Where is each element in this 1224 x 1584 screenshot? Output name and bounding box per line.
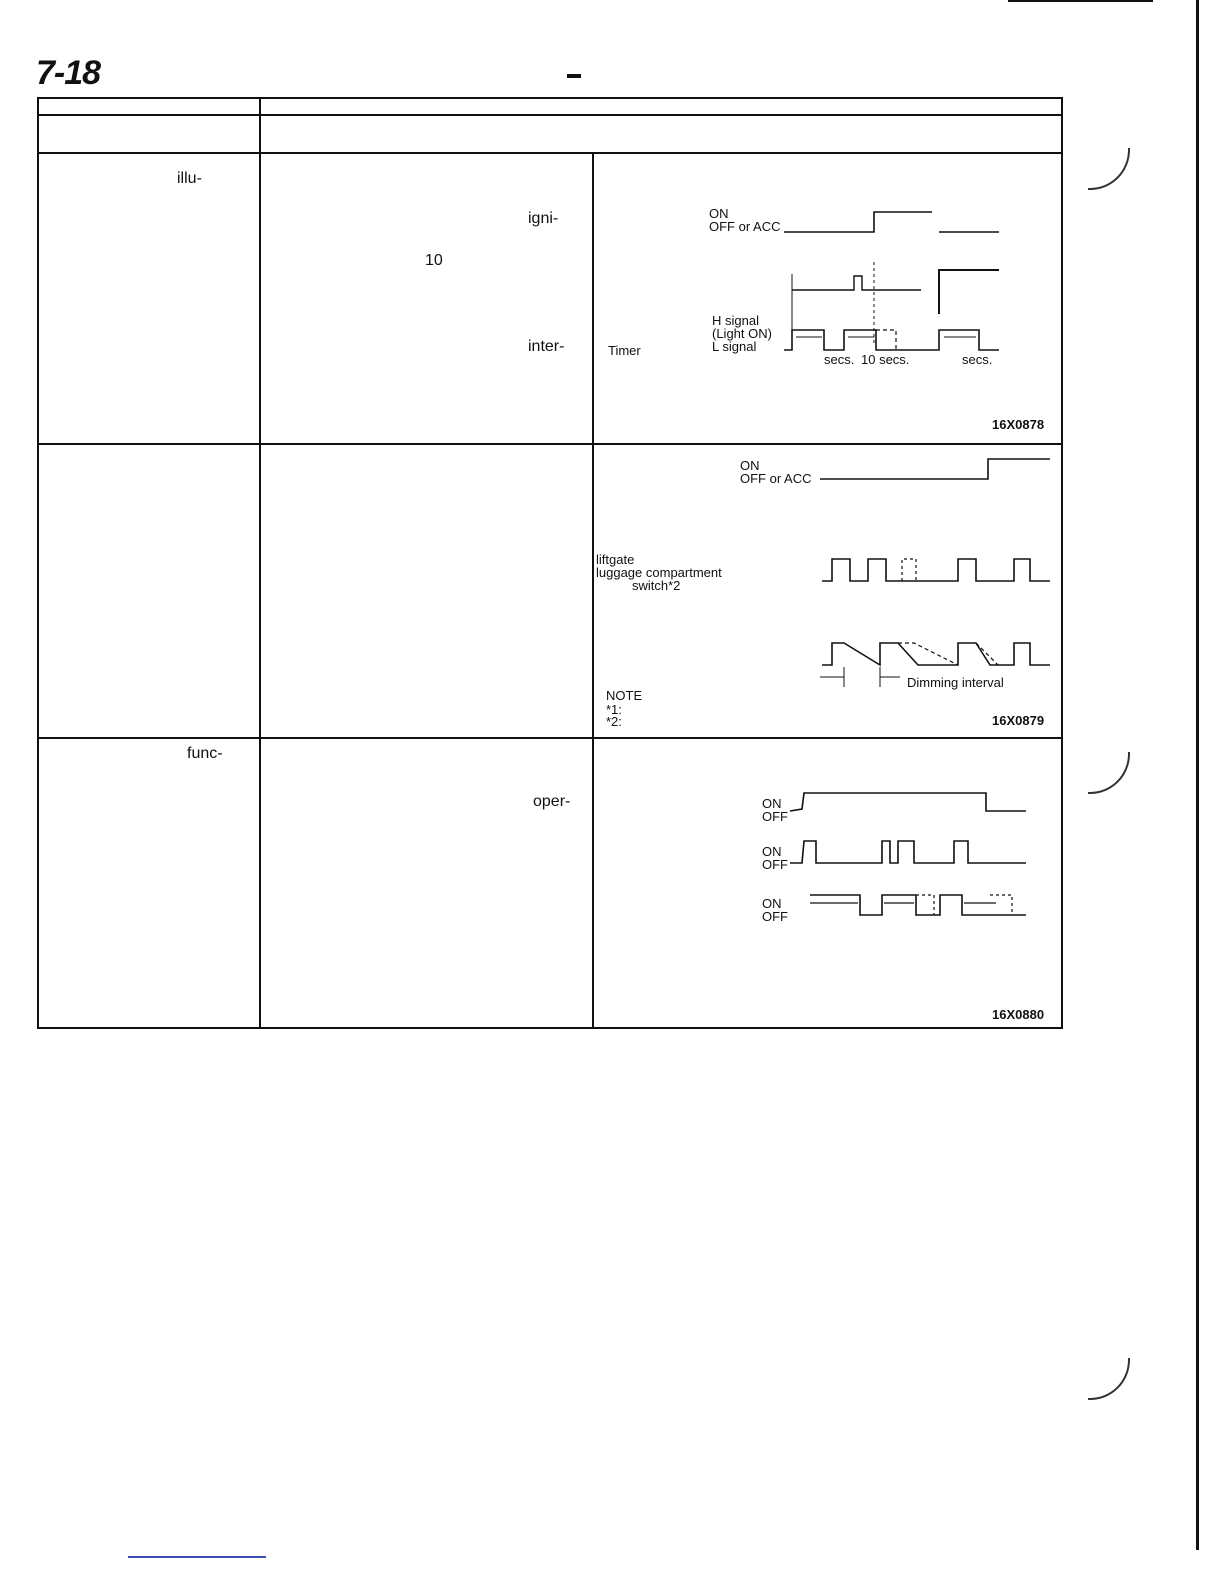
on-label: ON xyxy=(762,844,782,859)
description-cell xyxy=(260,444,593,738)
on-label: ON xyxy=(762,896,782,911)
top-rule xyxy=(1008,0,1153,2)
on-label: ON xyxy=(740,458,760,473)
h-signal-label: H signal xyxy=(712,313,759,328)
secs-label: secs. xyxy=(824,352,855,367)
diagram-cell xyxy=(593,153,1062,444)
bottom-rule xyxy=(128,1556,266,1558)
spec-table xyxy=(37,97,1063,1029)
description-text: oper- xyxy=(533,793,571,810)
description-text: igni- xyxy=(528,210,559,227)
item-cell xyxy=(38,153,260,444)
liftgate-label: liftgate xyxy=(596,552,635,567)
description-cell xyxy=(260,153,593,444)
title-dash xyxy=(567,74,581,78)
figure-reference: 16X0879 xyxy=(992,713,1045,728)
timing-waveform xyxy=(784,204,1004,374)
header-cell xyxy=(260,115,1062,153)
description-cell xyxy=(260,738,593,1028)
description-text: 10 xyxy=(425,252,443,269)
luggage-label: luggage compartment xyxy=(596,565,722,580)
dimming-interval-label: Dimming interval xyxy=(907,675,1004,690)
note-item: *1: xyxy=(606,702,622,717)
item-cell xyxy=(38,738,260,1028)
note-item: *2: xyxy=(606,714,622,729)
binder-hole-mark xyxy=(1088,752,1130,794)
diagram-cell xyxy=(593,738,1062,1028)
table-row xyxy=(38,444,1062,738)
timing-waveform xyxy=(790,789,1030,929)
off-label: OFF xyxy=(762,809,788,824)
item-text: func- xyxy=(187,745,223,762)
timing-waveform xyxy=(818,453,1058,703)
l-signal-label: L signal xyxy=(712,339,757,354)
secs-label: 10 secs. xyxy=(861,352,910,367)
switch-label: switch*2 xyxy=(632,578,681,593)
off-label: OFF xyxy=(762,857,788,872)
off-label: OFF xyxy=(762,909,788,924)
off-acc-label: OFF or ACC xyxy=(709,219,781,234)
header-cell xyxy=(38,98,260,115)
figure-reference: 16X0878 xyxy=(992,417,1045,432)
figure-reference: 16X0880 xyxy=(992,1007,1045,1022)
diagram-cell xyxy=(593,444,1062,738)
note-label: NOTE xyxy=(606,688,643,703)
item-cell xyxy=(38,444,260,738)
page-number: 7-18 xyxy=(36,54,101,92)
on-label: ON xyxy=(709,206,729,221)
off-acc-label: OFF or ACC xyxy=(740,471,812,486)
description-text: inter- xyxy=(528,338,565,355)
table-row xyxy=(38,153,1062,444)
binder-hole-mark xyxy=(1088,148,1130,190)
item-text: illu- xyxy=(177,170,202,187)
right-rule xyxy=(1196,0,1199,1550)
on-label: ON xyxy=(762,796,782,811)
light-on-label: (Light ON) xyxy=(712,326,772,341)
header-cell xyxy=(260,98,1062,115)
table-row xyxy=(38,738,1062,1028)
secs-label: secs. xyxy=(962,352,993,367)
binder-hole-mark xyxy=(1088,1358,1130,1400)
timer-label: Timer xyxy=(608,343,641,358)
header-cell xyxy=(38,115,260,153)
